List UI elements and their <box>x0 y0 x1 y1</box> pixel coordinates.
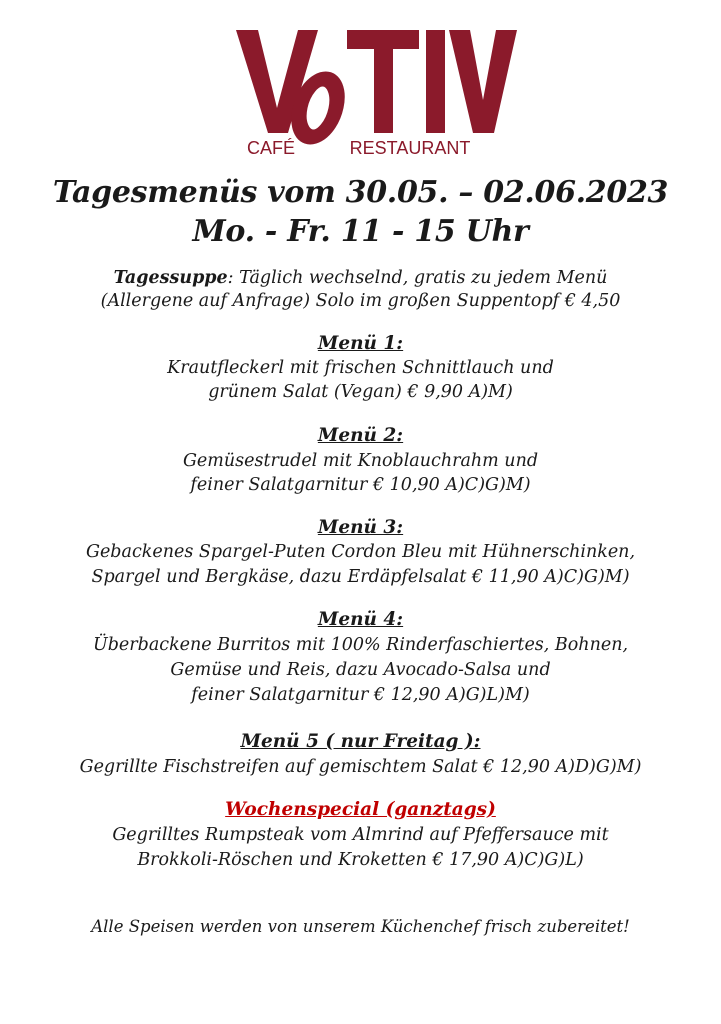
menu-5-line: Gegrillte Fischstreifen auf gemischtem Salat € 12,90 A)D)G)M) <box>79 757 642 777</box>
menu-2-line: Gemüsestrudel mit Knoblauchrahm und <box>182 451 539 471</box>
menu-title: Tagesmenüs vom 30.05. – 02.06.2023 <box>52 175 669 210</box>
menu-4-line: Überbackene Burritos mit 100% Rinderfaschiertes, Bohnen, <box>92 635 629 655</box>
soup-label: Tagessuppe <box>113 268 228 288</box>
soup-line2: (Allergene auf Anfrage) Solo im großen Suppentopf € 4,50 <box>100 291 621 311</box>
logo-letter-t-stem <box>374 30 393 133</box>
weekly-special-heading: Wochenspecial (ganztags) <box>225 799 496 820</box>
votiv-logo <box>0 0 721 165</box>
menu-3-heading: Menü 3: <box>317 517 404 538</box>
menu-5-heading: Menü 5 ( nur Freitag ): <box>240 731 481 752</box>
footer-note: Alle Speisen werden von unserem Küchenchef frisch zubereitet! <box>91 917 630 936</box>
logo-letter-v2 <box>449 30 517 133</box>
logo-cafe-label: CAFÉ <box>246 138 296 158</box>
menu-3-line: Spargel und Bergkäse, dazu Erdäpfelsalat € 11,90 A)C)G)M) <box>91 567 630 587</box>
logo-letter-o <box>294 79 342 137</box>
menu-2-heading: Menü 2: <box>317 425 404 446</box>
menu-1-line: Krautfleckerl mit frischen Schnittlauch und <box>167 358 554 378</box>
soup-description: : Täglich wechselnd, gratis zu jedem Menü <box>227 268 608 288</box>
menu-1-heading: Menü 1: <box>317 333 404 354</box>
menu-2-line: feiner Salatgarnitur € 10,90 A)C)G)M) <box>190 475 531 495</box>
weekly-special-line: Gegrilltes Rumpsteak vom Almrind auf Pfeffersauce mit <box>112 825 609 845</box>
menu-4-line: feiner Salatgarnitur € 12,90 A)G)L)M) <box>191 685 530 705</box>
menu-1-line: grünem Salat (Vegan) € 9,90 A)M) <box>208 382 513 402</box>
menu-4-heading: Menü 4: <box>317 609 404 630</box>
menu-3-line: Gebackenes Spargel-Puten Cordon Bleu mit Hühnerschinken, <box>85 542 636 562</box>
menu-4-line: Gemüse und Reis, dazu Avocado-Salsa und <box>170 660 551 680</box>
menu-hours: Mo. - Fr. 11 - 15 Uhr <box>192 214 529 249</box>
soup-line1 <box>0 267 721 289</box>
weekly-special-line: Brokkoli-Röschen und Kroketten € 17,90 A)C)G)L) <box>137 850 584 870</box>
logo-restaurant-label: RESTAURANT <box>349 138 471 158</box>
logo-letter-i <box>426 30 445 133</box>
